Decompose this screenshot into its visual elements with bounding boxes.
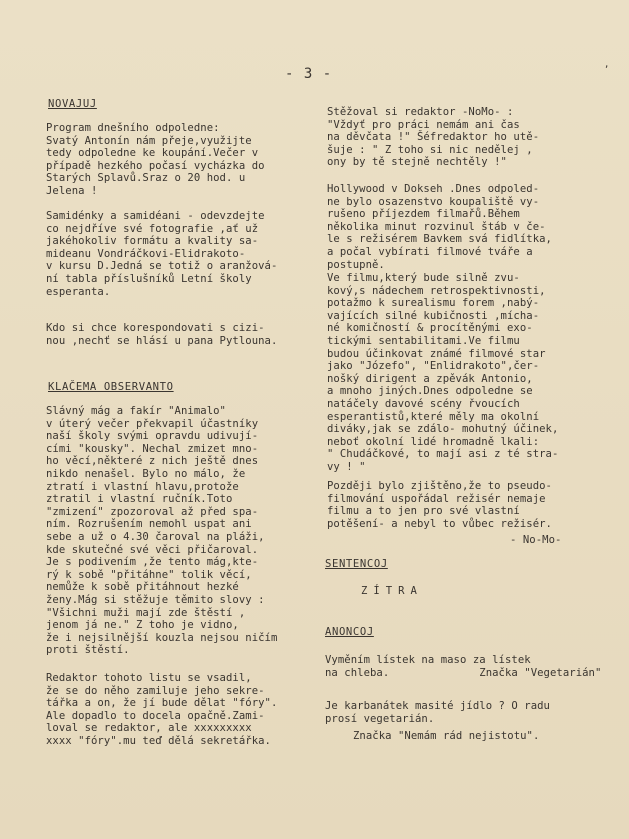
film-paragraph: Ve filmu,který bude silně zvu- kový,s nádechem retrospektivnosti, potažmo k surealismu forem ,nabý- vajících silné kubičnosti ,mícha- né komičností & procítěnými exo- tickými sentabilitami.Ve filmu budou účinkovat známé filmové star jako "Józefo", "Enlidrakoto",čer- nošký dirigent a zpěvák Antonio, a mnoho jiných.Dnes odpoledne se natáčely davové scény řvoucích esperantistů,které měly ma okolní diváky,jak se zdálo- mohutný účinek, neboť okolní lidé hromadně lkali: " Chudáčkové, to mají asi z té stra- vy ! " [327,272,559,473]
later-paragraph: Později bylo zjištěno,že to pseudo- filmování uspořádal režisér nemaje filmu a to jen pro své vlastní potěšení- a nebyl to vůbec režisér. [327,480,552,530]
ad-uncertainty: Značka "Nemám rád nejistotu". [353,730,540,742]
ad-meat-ticket: Vyměním lístek na maso za lístek na chleba. Značka "Vegetarián" [325,654,602,679]
heading-anoncoj: ANONCOJ [325,626,374,638]
hollywood-paragraph: Hollywood v Dokseh .Dnes odpoled- ne bylo osazenstvo koupaliště vy- rušeno příjezdem filmařů.Během několika minut rozvinul štáb v če- le s režisérem Bavkem svá fidlítka, a počal vybírati filmové tváře a postupně. [327,183,552,271]
program-paragraph: Program dnešního odpoledne: Svatý Antonín nám přeje,využijte tedy odpoledne ke koupání.Večer v případě hezkého počasí vycházka do Starých Splavů.Sraz o 20 hod. u Jelena ! [46,122,265,197]
heading-zitra: ZÍTRA [361,585,423,597]
page-number: - 3 - [285,66,333,82]
ad-meatball: Je karbanátek masité jídlo ? O radu prosí vegetarián. [325,700,550,725]
corner-mark: , [604,60,610,70]
correspondence-paragraph: Kdo si chce korespondovati s cizi- nou ,nechť se hlásí u pana Pytlouna. [46,322,278,347]
heading-klacema-observanto: KLAČEMA OBSERVANTO [48,381,174,393]
complaint-paragraph: Stěžoval si redaktor -NoMo- : "Vždyť pro práci nemám ani čas na děvčata !" Šéfredaktor ho utě- šuje : " Z toho si nic nedělej , ony by tě stejně nechtěly !" [327,106,540,169]
signature: - No-Mo- [510,534,562,546]
heading-sentencoj: SENTENCOJ [325,558,388,570]
magician-paragraph: Slávný mág a fakír "Animalo" v úterý večer překvapil účastníky naší školy svými opravdu udivují- cími "kousky". Nechal zmizet mno- ho věcí,některé z nich ještě dnes nikdo nenašel. Bylo no málo, že ztratí i vlastní hlavu,protože ztratil i vlastní ručník.Toto "zmizení" zpozoroval až před spa- ním. Rozrušením nemohl uspat ani sebe a už o 4.30 čaroval na pláži, kde skutečné své věci přičaroval. Je s podivením ,že tento mág,kte- rý k sobě "přitáhne" tolik věcí, nemůže k sobě přitáhnout hezké ženy.Mág si stěžuje těmito slovy : "Všichni muži mají zde štěstí , jenom já ne." Z toho je vidno, že i nejsilnější kouzla nejsou ničím proti štěstí. [46,405,278,657]
photos-paragraph: Samidénky a samidéani - odevzdejte co nejdříve své fotografie ,ať už jakéhokoliv formátu a kvality sa- mideanu Vondráčkovi-Elidrakoto- v kursu D.Jedná se totiž o aranžová- ní tabla příslušníků Letní školy esperanta. [46,210,278,298]
heading-novajuj: NOVAJUJ [48,98,97,110]
editor-paragraph: Redaktor tohoto listu se vsadil, že se do něho zamiluje jeho sekre- tářka a on, že jí bude dělat "fóry". Ale dopadlo to docela opačně.Zami- loval se redaktor, ale xxxxxxxxx xxxx "fóry".mu teď dělá sekretářka. [46,672,278,747]
